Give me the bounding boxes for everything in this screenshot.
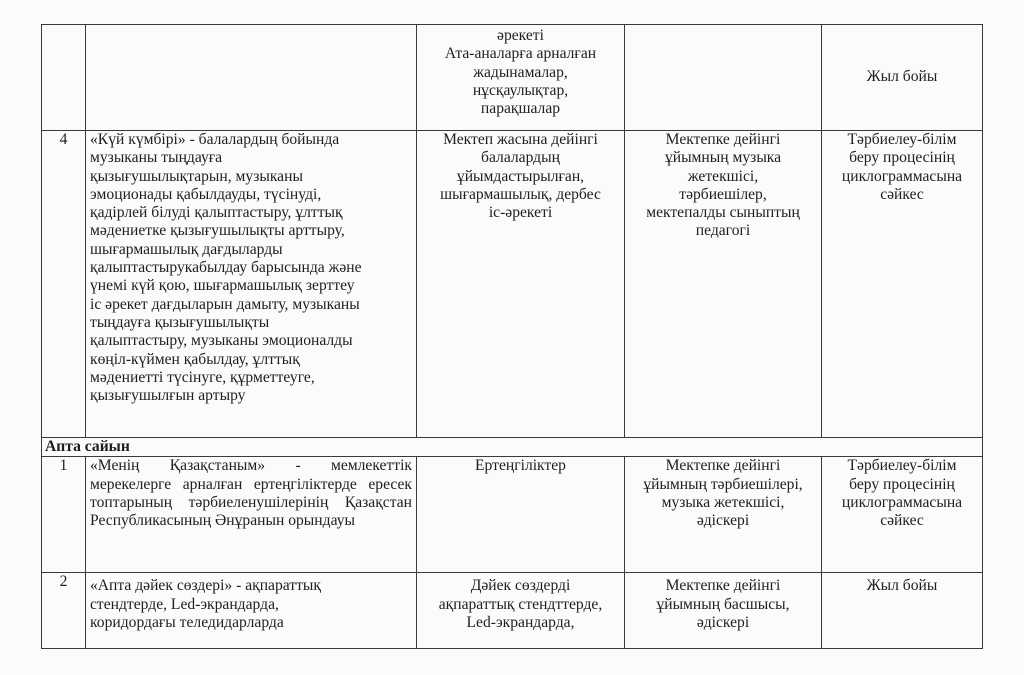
text-line: Тәрбиелеу-білім [847,131,957,148]
text-line: мәдениетті түсінуге, құрметтеуге, [90,368,315,386]
cell-form [417,25,625,131]
text-line: іс-әрекеті [488,204,553,222]
text-line: беру процесінің [849,149,955,167]
text-line: мәдениетке қызығушылықты арттыру, [90,222,345,240]
cell-number: 4 [42,131,86,438]
text-line: музыка жетекшісі, [661,493,785,511]
text-line: әрекеті [497,27,544,44]
text-line: стендтерде, Led-экрандарда, [90,595,279,613]
text-line: ақпараттық стендттерде, [438,595,603,613]
cell-description [86,25,417,131]
text-line: беру процесінің [849,475,955,493]
table-row [42,25,983,131]
cell-form: Ертеңгіліктер [417,457,625,573]
text-line: Дәйек сөздерді [470,577,571,595]
text-line: «Күй күмбірі» - балалардың бойында [90,131,340,148]
table-row [42,131,983,438]
text-line: ұйымның музыка [664,149,782,167]
cell-responsible [625,573,822,649]
text-line: қадірлей білуді қалыптастыру, ұлттық [90,204,343,222]
text-line: әдіскері [696,512,750,530]
text-line: сәйкес [880,512,924,530]
text-line: циклограммасына [841,493,963,511]
text-line: сәйкес [880,185,924,203]
cell-timing: Жыл бойы [822,25,983,131]
text-line: ұйымның тәрбиешілері, [643,475,803,493]
text-line: ұйымдастырылған, [456,167,585,185]
text-line: педагогі [695,222,751,240]
cell-description [86,131,417,438]
text-line: қызығушылықтарын, музыканы [90,167,303,185]
table-row [42,573,983,649]
text-line: жетекшісі, [687,167,759,185]
text-line: үнемі күй қою, шығармашылық зерттеу [90,277,355,295]
text-line: қалыптастырукабылдау барысында және [90,259,362,277]
text-line: циклограммасына [841,167,963,185]
text-line: музыканы тыңдауға [90,149,223,167]
activity-plan-table [41,24,983,649]
text-line: мектепалды сыныптың [646,204,800,222]
text-line: шығармашылық дағдыларды [90,240,283,258]
cell-number [42,25,86,131]
text-line: көңіл-күймен қабылдау, ұлттық [90,350,300,368]
text-line: жадынамалар, [473,63,568,81]
text-line: нұсқаулықтар, [472,81,569,99]
text-line: Мектепке дейінгі [665,577,781,595]
text-line: іс әрекет дағдыларын дамыту, музыканы [90,295,360,313]
text-line: қызығушылғын артыру [90,387,246,405]
text-line: «Апта дәйек сөздері» - ақпараттық [90,577,321,595]
text-line: балалардың [481,149,560,167]
cell-responsible [625,457,822,573]
cell-description: «Менің Қазақстаным» - мемлекеттік мерекелерге арналған ертеңгіліктерде ересек топтарының тәрбиеленушілерінің Қазақстан Республикасының Әнұранын орындауы [86,457,417,573]
text-line: Led-экрандарда, [466,613,575,631]
text-line: Тәрбиелеу-білім [847,457,957,475]
cell-form [417,573,625,649]
table-row [42,457,983,573]
text-line: Мектепке дейінгі [665,457,781,475]
text-line: Ата-аналарға арналған [444,45,597,63]
text-line: тыңдауға қызығушылықты [90,313,270,331]
cell-timing: Жыл бойы [822,573,983,649]
cell-form [417,131,625,438]
text-line: Мектеп жасына дейінгі [443,131,598,148]
cell-timing [822,457,983,573]
text-line: ұйымның басшысы, [656,595,790,613]
cell-description [86,573,417,649]
text-line: Мектепке дейінгі [665,131,781,148]
text-line: эмоционады қабылдауды, түсінуді, [90,185,322,203]
section-row [42,438,983,457]
text-line: коридордағы теледидарларда [90,613,284,631]
section-title: Апта сайын [42,438,983,457]
text-line: парақшалар [480,100,561,118]
text-line: шығармашылық, дербес [440,185,601,203]
cell-responsible [625,131,822,438]
cell-number: 1 [42,457,86,573]
cell-number: 2 [42,573,86,649]
cell-timing [822,131,983,438]
text-line: қалыптастыру, музыканы эмоционалды [90,332,353,350]
text-line: әдіскері [696,613,750,631]
text-line: тәрбиешілер, [679,185,767,203]
cell-responsible [625,25,822,131]
